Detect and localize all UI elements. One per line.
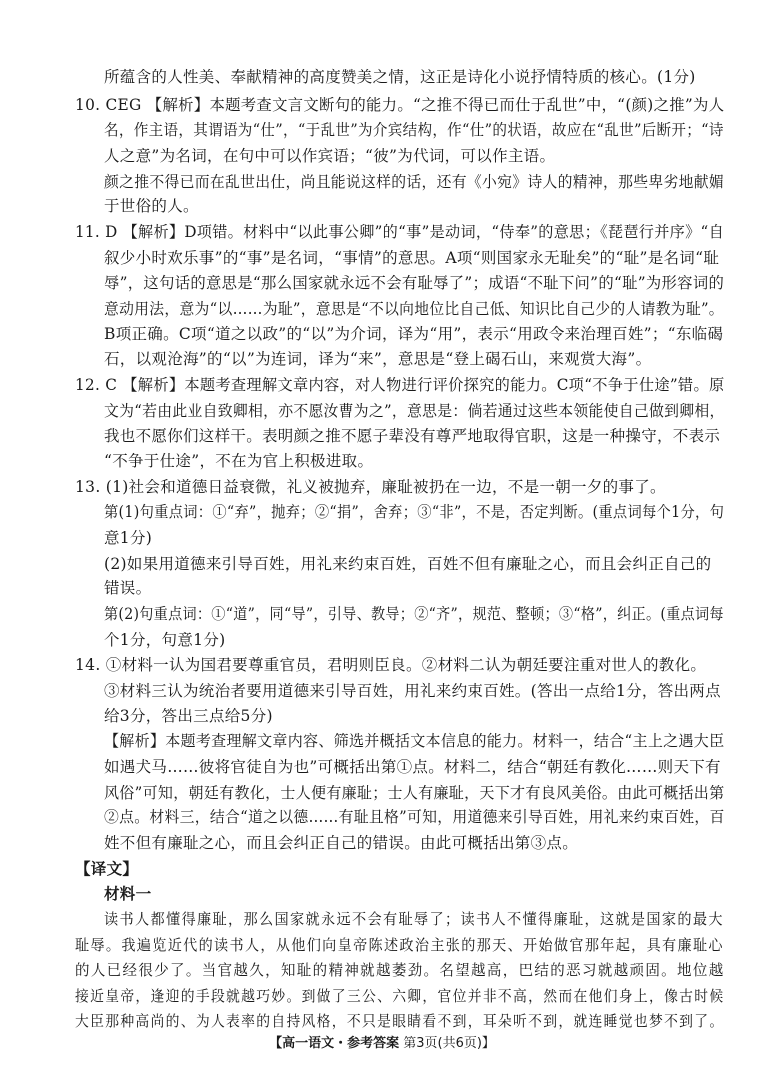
text-line: 12. C 【解析】本题考查理解文章内容，对人物进行评价探究的能力。C项“不争于仕途”错。原 [75,376,725,394]
text-line: 所蕴含的人性美、奉献精神的高度赞美之情，这正是诗化小说抒情特质的核心。(1分) [104,68,696,86]
text-line: 耻辱。我遍览近代的读书人，从他们向皇帝陈述政治主张的那天、开始做官那年起，具有廉耻心 [75,936,724,954]
text-line: 给3分，答出三点给5分) [104,707,273,725]
text-line: 材料一 [104,884,152,903]
text-line: 【译文】 [75,859,139,878]
text-line: 如遇犬马……彼将官徒自为也”可概括出第①点。材料二，结合“朝廷有教化……则天下有 [104,758,721,776]
text-line: 文为“若由此业自致卿相，亦不愿汝曹为之”，意思是：倘若通过这些本领能使自己做到卿相， [104,402,725,420]
text-line: 第(1)句重点词：①“弃”，抛弃；②“捐”，舍弃；③“非”，不是，否定判断。(重点词每个1分，句 [104,503,725,521]
text-line: (2)如果用道德来引导百姓，用礼来约束百姓，百姓不但有廉耻之心，而且会纠正自己的 [104,555,712,573]
text-line: 风俗”可知，朝廷有教化，士人便有廉耻；士人有廉耻，天下才有良风美俗。由此可概括出第 [104,784,725,802]
text-line: 颜之推不得已而在乱世出仕，尚且能说这样的话，还有《小宛》诗人的精神，那些卑劣地献媚 [104,173,724,191]
text-line: 叙少小时欢乐事”的“事”是名词，“事情”的意思。A项“则国家永无耻矣”的“耻”是名词“耻 [104,249,720,267]
text-line: 读书人都懂得廉耻，那么国家就永远不会有耻辱了；读书人不懂得廉耻，这就是国家的最大 [104,910,724,928]
text-line: 13. (1)社会和道德日益衰微，礼义被抛弃，廉耻被扔在一边，不是一朝一夕的事了。 [75,478,666,496]
text-line: 意动用法，意为“以……为耻”，意思是“不以向地位比自己低、知识比自己少的人请教为耻”。 [104,300,724,318]
footer-course: 【高一语文・参考答案 [269,1036,400,1051]
page-footer [0,1032,764,1051]
text-line: 【解析】本题考查理解文章内容、筛选并概括文本信息的能力。材料一，结合“主上之遇大臣 [104,732,725,750]
text-line: 名，作主语，其谓语为“仕”，“于乱世”为介宾结构，作“仕”的状语，故应在“乱世”后断开；“诗 [104,121,724,139]
text-line: 个1分，句意1分) [104,631,226,649]
text-line: 第(2)句重点词：①“道”，同“导”，引导、教导；②“齐”，规范、整顿；③“格”，纠正。(重点词每 [104,605,724,623]
footer-page-number: 第3页(共6页)】 [403,1036,495,1051]
text-line: 我也不愿你们这样干。表明颜之推不愿子辈没有尊严地取得官职，这是一种操守，不表示 [104,427,721,445]
text-line: 10. CEG 【解析】本题考查文言文断句的能力。“之推不得已而仕于乱世”中，“(颜)之推”为人 [75,96,725,114]
text-line: 接近皇帝，逢迎的手段就越巧妙。到做了三公、六卿，官位并非不高，然而在他们身上，像古时候 [75,987,725,1005]
text-line: 人之意”为名词，在句中可以作宾语；“彼”为代词，可以作主语。 [104,147,556,165]
text-line: “不争于仕途”，不在为官上积极进取。 [104,452,374,470]
text-line: 辱”，这句话的意思是“那么国家就永远不会有耻辱了”；成语“不耻下问”的“耻”为形容词的 [104,274,725,292]
text-line: 14. ①材料一认为国君要尊重官员，君明则臣良。②材料二认为朝廷要注重对世人的教化。 [75,656,707,674]
text-line: 石，以观沧海”的“以”为连词，译为“来”，意思是“登上碣石山，来观赏大海”。 [104,350,652,368]
text-line: B项正确。C项“道之以政”的“以”为介词，译为“用”，表示“用政令来治理百姓”；“东临碣 [104,325,724,343]
text-line: 于世俗的人。 [104,197,199,215]
text-line: 大臣那种高尚的、为人表率的自持风格，不只是眼睛看不到，耳朵听不到，就连睡觉也梦不到了。 [75,1012,725,1030]
text-line: 错误。 [104,579,152,597]
text-line: 意1分) [104,529,153,547]
text-line: 的人已经很少了。当官越久，知耻的精神就越萎劲。名望越高，巴结的恶习就越顽固。地位越 [75,961,725,979]
text-line: 11. D 【解析】D项错。材料中“以此事公卿”的“事”是动词，“侍奉”的意思；《琵琶行并序》“自 [75,223,725,241]
text-line: ②点。材料三，结合“道之以德……有耻且格”可知，用道德来引导百姓，用礼来约束百姓，百 [104,808,725,826]
text-line: ③材料三认为统治者要用道德来引导百姓，用礼来约束百姓。(答出一点给1分，答出两点 [104,682,721,700]
text-line: 姓不但有廉耻之心，而且会纠正自己的错误。由此可概括出第③点。 [104,834,579,852]
